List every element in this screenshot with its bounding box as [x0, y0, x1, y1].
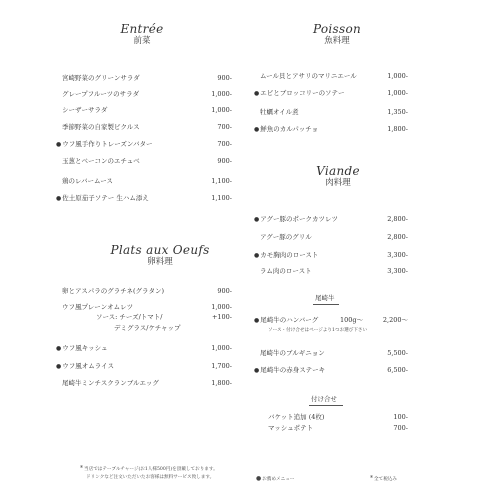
menu-item: ●カモ胸肉のロースト	[254, 251, 319, 259]
menu-price: 2,800-	[387, 233, 408, 241]
menu-price: 3,300-	[387, 267, 408, 275]
oeufs-title: Plats aux Oeufs	[110, 243, 210, 257]
free-service-note: ドリンクなど注文いただいたお客様は無料サービス致します。	[86, 475, 215, 480]
menu-item: ●佐土原茄子ソテー 生ハム添え	[56, 194, 149, 202]
entree-subtitle: 前菜	[133, 36, 151, 46]
recommend-mark-icon: ●	[56, 345, 62, 352]
tax-legend: *全て税込み	[370, 475, 397, 482]
menu-item: ●エビとブロッコリーのソテー	[254, 89, 345, 97]
viande-header	[308, 164, 368, 189]
menu-price: 5,500-	[387, 349, 408, 357]
menu-price: 1,100-	[211, 194, 232, 202]
recommend-mark-icon: ●	[56, 195, 62, 202]
menu-price: 1,800-	[211, 379, 232, 387]
menu-item: シーザーサラダ	[62, 106, 108, 114]
menu-price: 1,100-	[211, 177, 232, 185]
side-price: 700-	[393, 424, 408, 432]
menu-item: 季節野菜の自家製ピクルス	[62, 123, 140, 131]
menu-item: 卵とアスパラのグラチネ(グラタン)	[62, 287, 164, 295]
recommend-mark-icon: ●	[254, 126, 260, 133]
side-item: バケット追加 (4枚)	[268, 413, 325, 421]
asterisk-icon: *	[80, 465, 83, 472]
hamburg-price: 2,200～	[382, 316, 408, 324]
menu-price: 900-	[217, 287, 232, 295]
menu-item: 宮崎野菜のグリーンサラダ	[62, 74, 140, 82]
recommend-legend: ●お薦めメニュー	[256, 475, 295, 482]
menu-item: ●ウフ風オムライス	[56, 362, 114, 370]
menu-price: 700-	[217, 140, 232, 148]
menu-item: 鶏のレバームース	[62, 177, 113, 185]
sides-heading: 付け合せ	[311, 395, 337, 403]
recommend-mark-icon: ●	[56, 141, 62, 148]
menu-price: 1,700-	[211, 362, 232, 370]
menu-price: 1,000-	[211, 303, 232, 311]
poisson-header	[302, 22, 372, 47]
recommend-mark-icon: ●	[254, 252, 260, 259]
recommend-mark-icon: ●	[56, 363, 62, 370]
recommend-mark-icon: ●	[256, 475, 262, 482]
oeufs-header	[105, 243, 215, 268]
poisson-title: Poisson	[312, 22, 362, 36]
menu-price: 1,000-	[211, 90, 232, 98]
sides-heading-underline	[309, 405, 343, 406]
hamburg-size: 100g～	[340, 316, 364, 324]
menu-item: 牡蠣オイル煮	[260, 108, 299, 116]
menu-item: ムール貝とアサリのマリニエール	[260, 72, 357, 80]
poisson-subtitle: 魚料理	[324, 36, 350, 46]
table-charge-note: *当店ではテーブルチャージ(お1人様500円)を頂戴しております。	[80, 465, 218, 472]
menu-item: ●アグー豚のポークカツレツ	[254, 215, 339, 223]
menu-price: 3,300-	[387, 251, 408, 259]
menu-item: 尾崎牛ミンチスクランブルエッグ	[62, 379, 159, 387]
menu-price: 1,350-	[387, 108, 408, 116]
menu-price: 6,500-	[387, 366, 408, 374]
menu-item: ●尾崎牛の赤身ステーキ	[254, 366, 326, 374]
menu-price: 700-	[217, 123, 232, 131]
asterisk-icon: *	[370, 475, 373, 482]
viande-title: Viande	[316, 164, 360, 178]
side-item: マッシュポテト	[268, 424, 314, 432]
recommend-mark-icon: ●	[254, 317, 260, 324]
menu-item: ウフ風プレーンオムレツ	[62, 303, 134, 311]
entree-header	[112, 22, 172, 47]
menu-price: 2,800-	[387, 215, 408, 223]
ozaki-heading: 尾崎牛	[315, 294, 335, 302]
menu-item: ●ウフ風キッシュ	[56, 344, 108, 352]
side-price: 100-	[393, 413, 408, 421]
menu-price: 1,000-	[387, 72, 408, 80]
hamburg-item: ●尾崎牛のハンバーグ	[254, 316, 319, 324]
sauce-options: ソース: チーズ/トマト/	[96, 313, 163, 321]
sauce-options-cont: デミグラス/ケチャップ	[114, 324, 181, 332]
recommend-mark-icon: ●	[254, 216, 260, 223]
menu-item: ラム肉のロースト	[260, 267, 312, 275]
ozaki-heading-underline	[313, 304, 339, 305]
menu-item: アグー豚のグリル	[260, 233, 312, 241]
menu-item: ●鮮魚のカルパッチョ	[254, 125, 319, 133]
sauce-price: +100-	[211, 313, 232, 321]
oeufs-subtitle: 卵料理	[147, 257, 173, 267]
menu-item: 尾崎牛のブルギニョン	[260, 349, 325, 357]
hamburg-note: ソース・付け合せはページより1つお選び下さい	[268, 328, 368, 333]
recommend-mark-icon: ●	[254, 90, 260, 97]
menu-price: 900-	[217, 157, 232, 165]
menu-price: 1,000-	[387, 89, 408, 97]
menu-item: ●ウフ風手作りトレーズンバター	[56, 140, 153, 148]
menu-price: 1,800-	[387, 125, 408, 133]
viande-subtitle: 肉料理	[325, 178, 351, 188]
menu-item: 玉葱とベーコンのエチュベ	[62, 157, 140, 165]
menu-item: グレープフルーツのサラダ	[62, 90, 140, 98]
menu-price: 1,000-	[211, 106, 232, 114]
menu-price: 900-	[217, 74, 232, 82]
recommend-mark-icon: ●	[254, 367, 260, 374]
menu-price: 1,000-	[211, 344, 232, 352]
entree-title: Entrée	[120, 22, 164, 36]
